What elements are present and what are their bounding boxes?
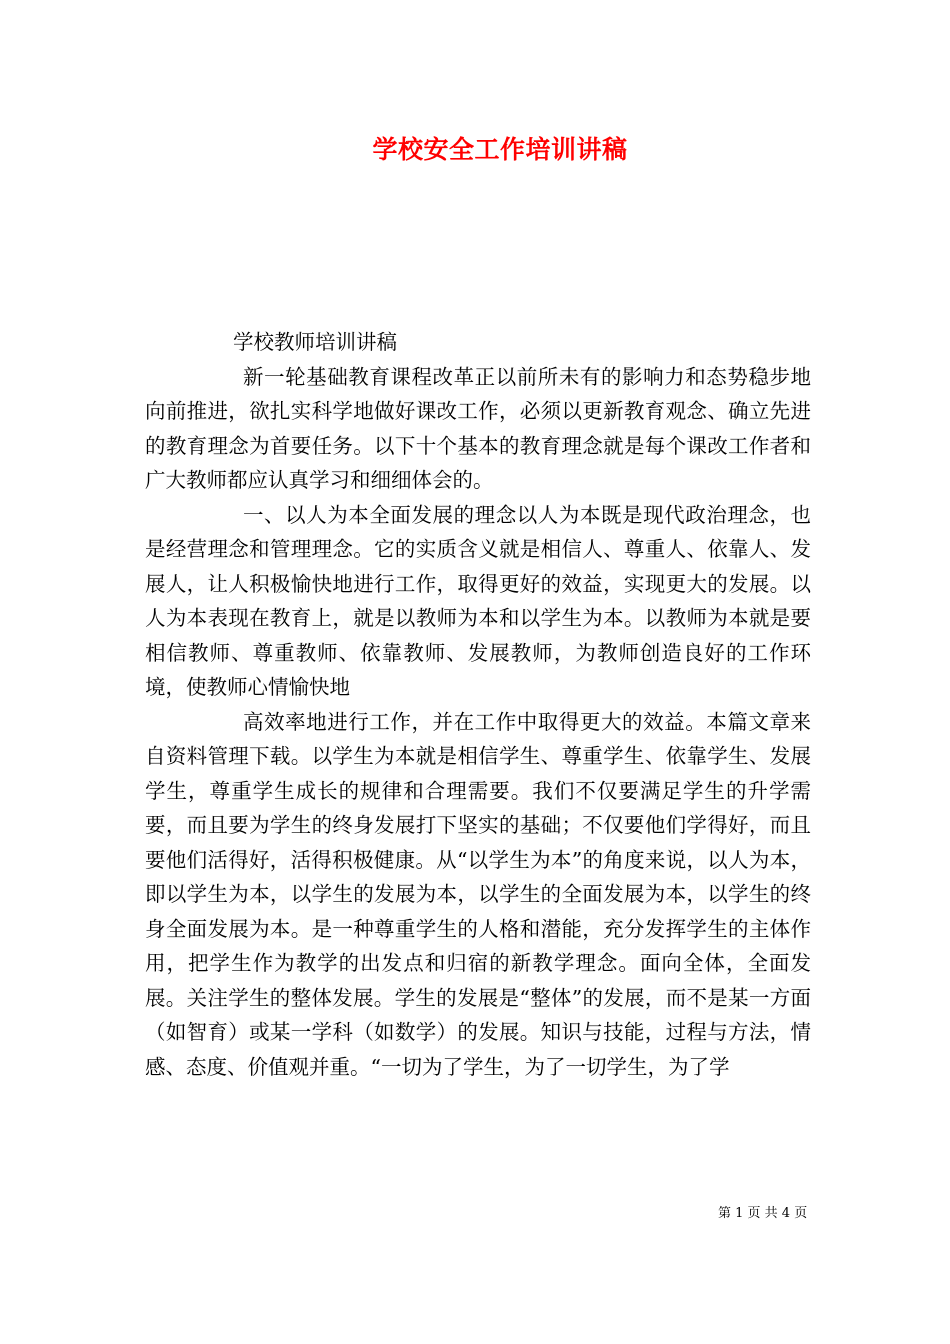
paragraph-intro: 新一轮基础教育课程改革正以前所未有的影响力和态势稳步地向前推进，欲扎实科学地做好课改工作，必须以更新教育观念、确立先进的教育理念为首要任务。以下十个基本的教育理念就是每个课改工作者和广大教师都应认真学习和细细体会的。	[145, 364, 811, 492]
subtitle: 学校教师培训讲稿	[233, 330, 397, 354]
paragraph-section-one: 一、以人为本全面发展的理念以人为本既是现代政治理念，也是经营理念和管理理念。它的实质含义就是相信人、尊重人、依靠人、发展人，让人积极愉快地进行工作，取得更好的效益，实现更大的发展。以人为本表现在教育上，就是以教师为本和以学生为本。以教师为本就是要相信教师、尊重教师、依靠教师、发展教师，为教师创造良好的工作环境，使教师心情愉快地	[145, 502, 811, 699]
paragraph-continuation: 高效率地进行工作，并在工作中取得更大的效益。本篇文章来自资料管理下载。以学生为本就是相信学生、尊重学生、依靠学生、发展学生，尊重学生成长的规律和合理需要。我们不仅要满足学生的升学需要，而且要为学生的终身发展打下坚实的基础；不仅要他们学得好，而且要他们活得好，活得积极健康。从“以学生为本”的角度来说，以人为本，即以学生为本，以学生的发展为本，以学生的全面发展为本，以学生的终身全面发展为本。是一种尊重学生的人格和潜能，充分发挥学生的主体作用，把学生作为教学的出发点和归宿的新教学理念。面向全体，全面发展。关注学生的整体发展。学生的发展是“整体”的发展，而不是某一方面（如智育）或某一学科（如数学）的发展。知识与技能，过程与方法，情感、态度、价值观并重。“一切为了学生，为了一切学生，为了学	[145, 709, 811, 1079]
page-footer: 第 1 页 共 4 页	[718, 1206, 808, 1221]
document-body	[145, 325, 811, 1084]
page-title: 学校安全工作培训讲稿	[372, 135, 628, 164]
